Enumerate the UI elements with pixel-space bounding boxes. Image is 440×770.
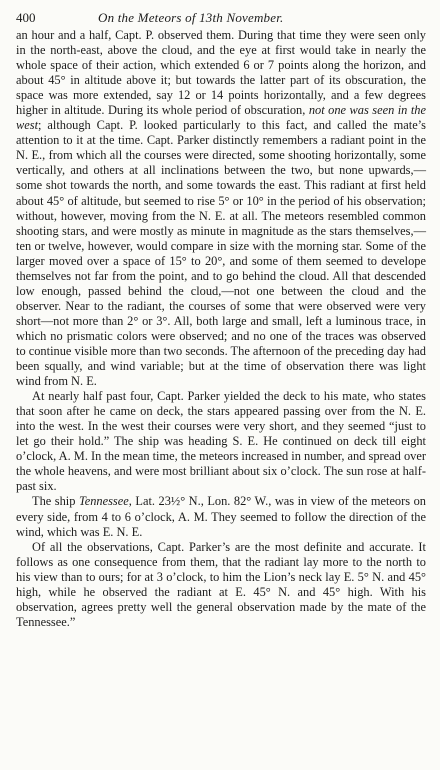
- page-header: [16, 10, 426, 26]
- paragraph-conclusion: [16, 540, 426, 630]
- ship-name: Tennessee: [78, 494, 129, 509]
- text-segment: ; although Capt. P. looked particularly to this fact, and called the mate’s attention to it at the time. Capt. Parker distinctly remembers a radiant point in the N. E., from which all the courses were directed, some shooting horizontally, some vertically, and others at all inclinations between the two, but none upwards,—some shot towards the north, and some towards the east. This radiant at first held about 45° of altitude, but seemed to rise 5° or 10° in the period of his observation; without, however, moving from the N. E. at all. The meteors resembled common shooting stars, and were mostly as minute in magnitude as the stars themselves,—ten or twelve, however, would compare in size with the morning star. Some of the larger moved over a space of 15° to 20°, and some of them seemed to develope themselves not far from the point, and to go behind the cloud. All that descended low enough, passed behind the cloud,—not one between the cloud and the observer. Near to the radiant, the courses of some that were observed were very short—not more than 2° or 3°. All, both large and small, left a luminous trace, in which no prismatic colors were observed; and no one of the traces was observed to continue visible more than two seconds. The afternoon of the preceding day had been squally, and wind variable; but at the time of observation there was light wind from N. E.: [16, 118, 426, 389]
- page-number: 400: [16, 10, 36, 25]
- paragraph-mate-report: [16, 389, 426, 494]
- text-segment: At nearly half past four, Capt. Parker yielded the deck to his mate, who states that soon after he came on deck, the stars appeared passing over from the N. E. into the west. In the west their courses were very short, and they seemed “just to let go their hold.” The ship was heading S. E. He continued on deck till eight o’clock, A. M. In the mean time, the meteors increased in number, and spread over the whole heavens, and were most brilliant about six o’clock. The sun rose at half-past six.: [16, 389, 426, 494]
- emphasis-text: not one was seen in the west: [16, 103, 426, 133]
- running-title: On the Meteors of 13th November.: [98, 10, 284, 25]
- paragraph-tennessee: [16, 494, 426, 539]
- text-segment: , Lat. 23½° N., Lon. 82° W., was in view of the meteors on every side, from 4 to 6 o’clock, A. M. They seemed to follow the direction of the wind, which was E. N. E.: [16, 494, 426, 539]
- text-segment: The ship: [32, 494, 79, 509]
- text-segment: an hour and a half, Capt. P. observed them. During that time they were seen only in the north-east, above the cloud, and the eye at first would take in nearly the whole space of their action, which extended 6 or 7 points along the horizon, and about 45° in altitude above it; but towards the latter part of its obscuration, the space was more extended, say 12 or 14 points horizontally, and a few degrees higher in altitude. During its whole period of obscuration,: [16, 28, 426, 118]
- paragraph-continued: [16, 28, 426, 389]
- body-text: [16, 28, 426, 630]
- text-segment: Of all the observations, Capt. Parker’s are the most definite and accurate. It follows as one consequence from them, that the radiant lay more to the north to his view than to ours; for at 3 o’clock, to him the Lion’s neck lay E. 5° N. and 45° high, while he observed the radiant at E. 45° N. and 45° high. With his observation, agrees pretty well the general observation made by the mate of the Tennessee.”: [16, 539, 426, 629]
